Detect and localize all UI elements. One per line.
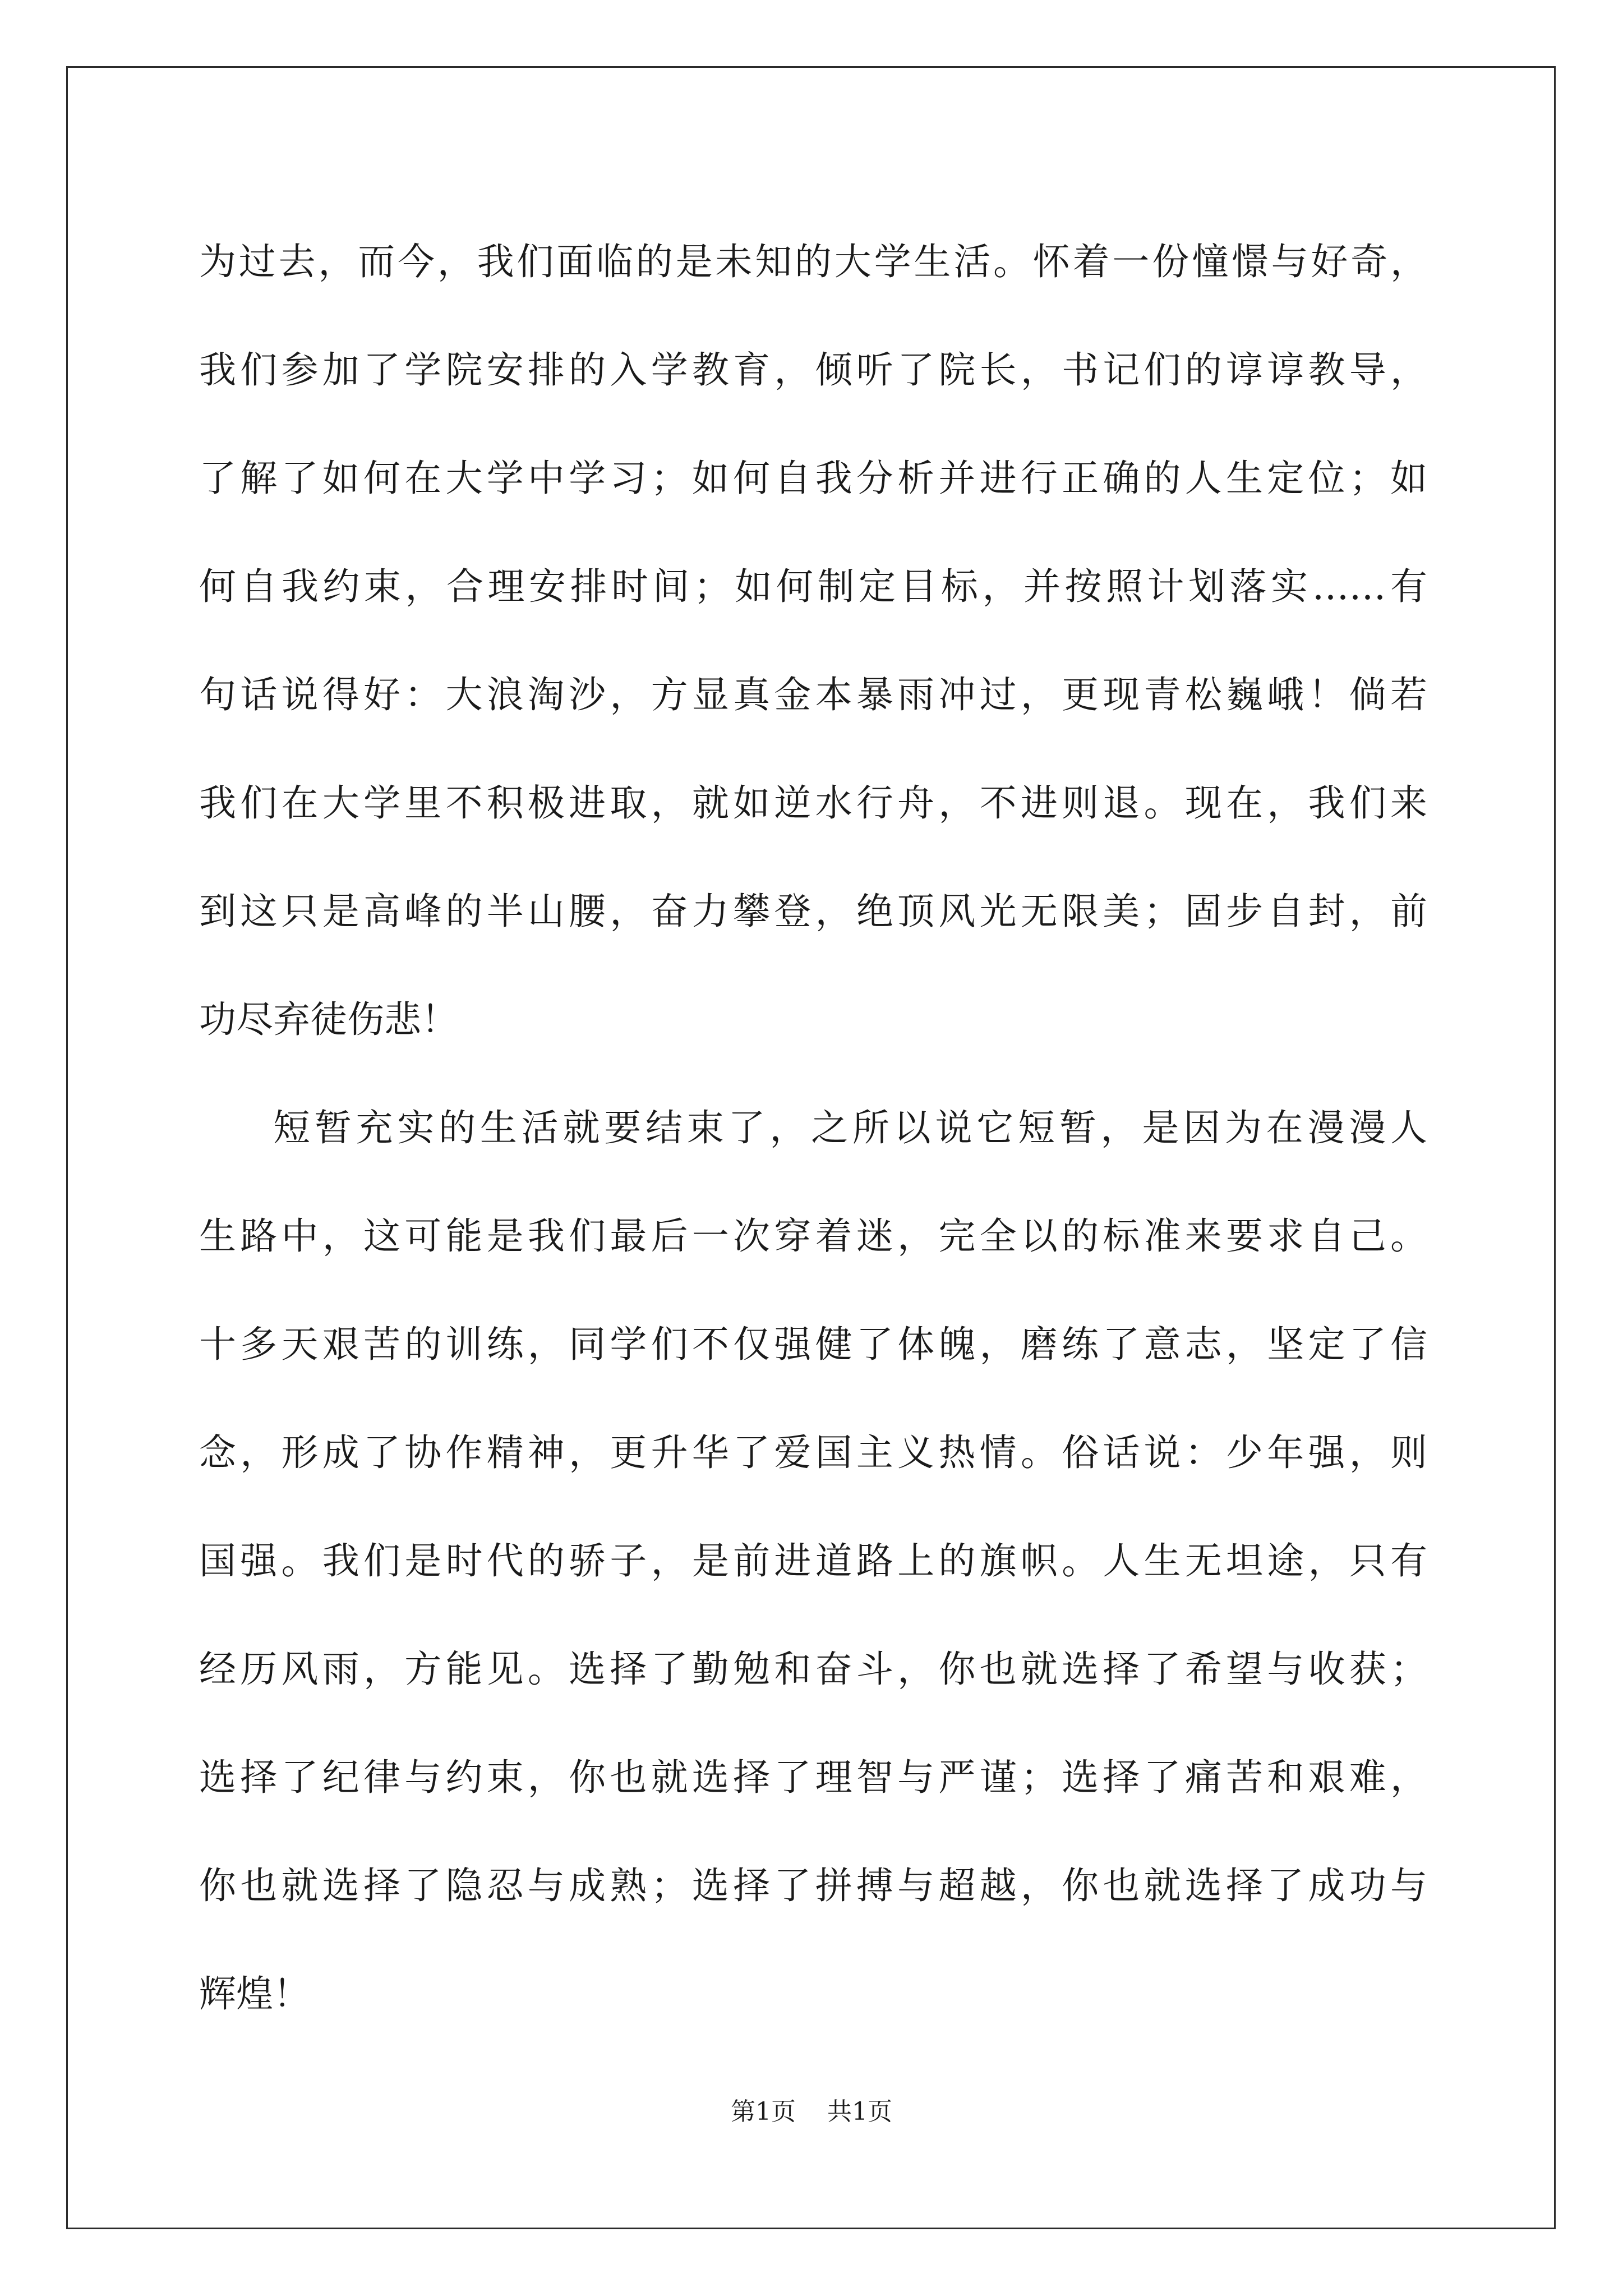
paragraph-2-line-6: 经历风雨，方能见。选择了勤勉和奋斗，你也就选择了希望与收获； [199,1648,1427,1691]
paragraph-2-line-3: 十多天艰苦的训练，同学们不仅强健了体魄，磨练了意志，坚定了信 [199,1323,1427,1366]
paragraph-1-line-7: 到这只是高峰的半山腰，奋力攀登，绝顶风光无限美；固步自封，前 [199,890,1427,933]
paragraph-2-line-2: 生路中，这可能是我们最后一次穿着迷，完全以的标准来要求自己。 [199,1214,1427,1258]
paragraph-1-line-4: 何自我约束，合理安排时间；如何制定目标，并按照计划落实……有 [199,565,1427,608]
paragraph-2-line-9: 辉煌！ [199,1972,310,2016]
paragraph-1-line-8: 功尽弃徒伤悲！ [199,998,458,1041]
document-body [199,208,1427,2048]
paragraph-1-line-5: 句话说得好：大浪淘沙，方显真金本暴雨冲过，更现青松巍峨！倘若 [199,673,1427,716]
paragraph-2-line-7: 选择了纪律与约束，你也就选择了理智与严谨；选择了痛苦和艰难， [199,1756,1427,1799]
paragraph-2-line-5: 国强。我们是时代的骄子，是前进道路上的旗帜。人生无坦途，只有 [199,1539,1427,1582]
page-footer [0,2095,1623,2129]
total-page-count: 共1页 [827,2097,892,2126]
paragraph-2-line-1: 短暂充实的生活就要结束了，之所以说它短暂，是因为在漫漫人 [273,1106,1427,1149]
paragraph-1-line-1: 为过去，而今，我们面临的是未知的大学生活。怀着一份憧憬与好奇， [199,240,1427,283]
paragraph-1-line-2: 我们参加了学院安排的入学教育，倾听了院长，书记们的谆谆教导， [199,348,1427,392]
paragraph-2-line-8: 你也就选择了隐忍与成熟；选择了拼搏与超越，你也就选择了成功与 [199,1864,1427,1907]
paragraph-1-line-3: 了解了如何在大学中学习；如何自我分析并进行正确的人生定位；如 [199,457,1427,500]
paragraph-2-line-4: 念，形成了协作精神，更升华了爱国主义热情。俗话说：少年强，则 [199,1431,1427,1474]
current-page-number: 第1页 [731,2097,796,2126]
paragraph-1-line-6: 我们在大学里不积极进取，就如逆水行舟，不进则退。现在，我们来 [199,781,1427,825]
